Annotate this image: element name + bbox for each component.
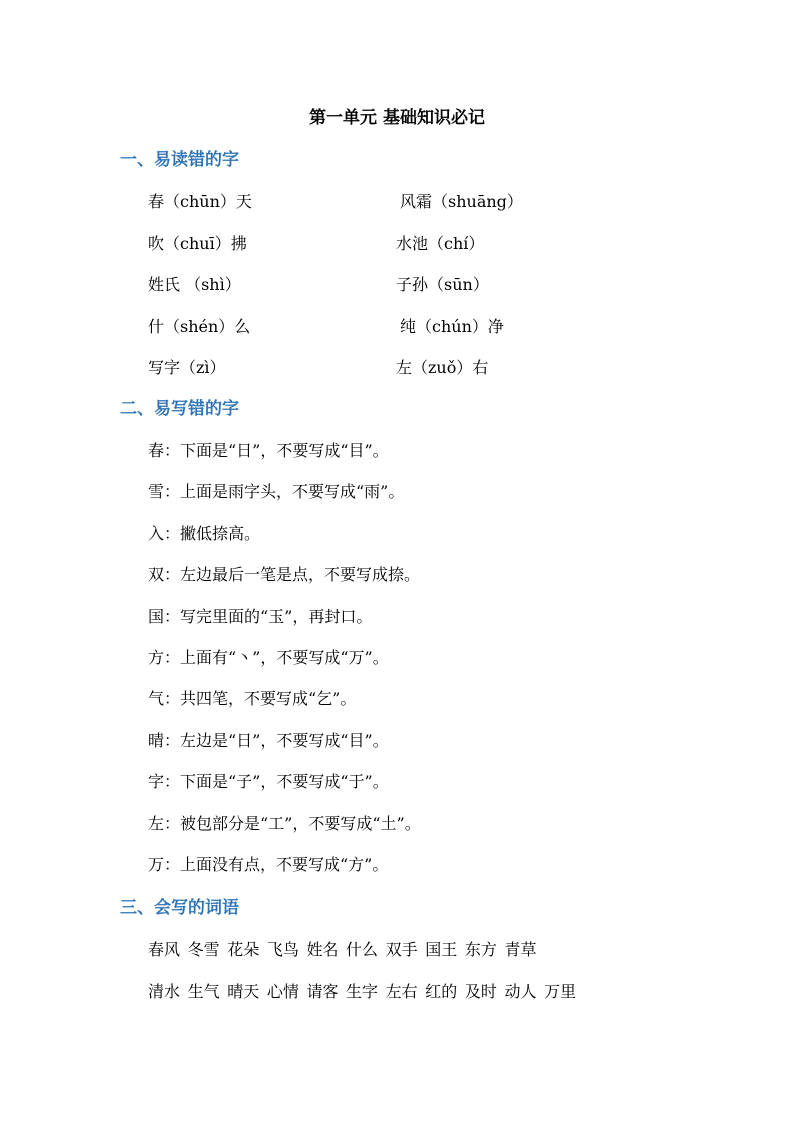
pinyin-item: 风霜（shuāng） (400, 192, 523, 211)
pinyin-item: 写字（zì） (148, 358, 226, 377)
word-item: 冬雪 (187, 940, 220, 959)
word-item: 姓名 (306, 940, 339, 959)
list-item: 方：上面有“丶”，不要写成“万”。 (148, 647, 389, 667)
word-item: 清水 (148, 981, 181, 1001)
list-item: 气：共四笔，不要写成“乞”。 (148, 689, 357, 709)
word-item: 动人 (504, 981, 537, 1001)
list-item: 双：左边最后一笔是点，不要写成捺。 (148, 565, 421, 585)
list-item: 晴：左边是“日”，不要写成“目”。 (148, 730, 389, 750)
pinyin-item: 春（chūn）天 (148, 192, 252, 211)
word-item: 飞鸟 (266, 940, 299, 959)
section-heading-3: 三、会写的词语 (120, 898, 239, 918)
word-item: 红的 (425, 981, 458, 1001)
vocabulary-list (148, 938, 748, 1021)
word-item: 什么 (346, 940, 379, 959)
word-item: 青草 (504, 940, 537, 959)
word-item: 及时 (464, 981, 497, 1001)
word-row (148, 980, 748, 1022)
pinyin-item: 子孙（sūn） (396, 275, 489, 294)
list-item: 字：下面是“子”，不要写成“于”。 (148, 772, 389, 792)
list-item: 左：被包部分是“工”，不要写成“土”。 (148, 813, 421, 833)
list-item: 万：上面没有点，不要写成“方”。 (148, 854, 389, 874)
word-row (148, 938, 748, 980)
word-item: 左右 (385, 981, 418, 1001)
pinyin-item: 吹（chuī）拂 (148, 233, 247, 253)
pinyin-row (148, 273, 708, 315)
pinyin-row (148, 356, 708, 398)
pinyin-item: 姓氏 （shì） (148, 275, 241, 294)
word-item: 请客 (306, 981, 339, 1001)
writing-rules-list (148, 439, 748, 894)
word-item: 心情 (266, 981, 299, 1001)
word-item: 花朵 (227, 940, 260, 959)
page-title: 第一单元 基础知识必记 (309, 108, 485, 128)
pinyin-item: 纯（chún）净 (400, 316, 504, 336)
pinyin-row (148, 190, 708, 232)
list-item: 雪：上面是雨字头，不要写成“雨”。 (148, 482, 405, 502)
word-item: 生气 (187, 981, 220, 1001)
list-item: 国：写完里面的“玉”，再封口。 (148, 606, 373, 626)
word-item: 晴天 (227, 981, 260, 1001)
section-heading-2: 二、易写错的字 (120, 399, 239, 419)
pinyin-item: 左（zuǒ）右 (396, 358, 489, 377)
pinyin-row (148, 232, 708, 274)
word-item: 春风 (148, 940, 181, 959)
pinyin-list (148, 190, 708, 398)
list-item: 入：撇低捺高。 (148, 523, 261, 543)
pinyin-row (148, 315, 708, 357)
section-heading-1: 一、易读错的字 (120, 150, 239, 170)
list-item: 春：下面是“日”，不要写成“目”。 (148, 441, 389, 460)
word-item: 生字 (346, 981, 379, 1001)
pinyin-item: 水池（chí） (396, 233, 485, 253)
word-item: 万里 (544, 981, 577, 1001)
word-item: 双手 (385, 940, 418, 959)
word-item: 东方 (464, 940, 497, 959)
pinyin-item: 什（shén）么 (148, 316, 251, 336)
word-item: 国王 (425, 940, 458, 959)
